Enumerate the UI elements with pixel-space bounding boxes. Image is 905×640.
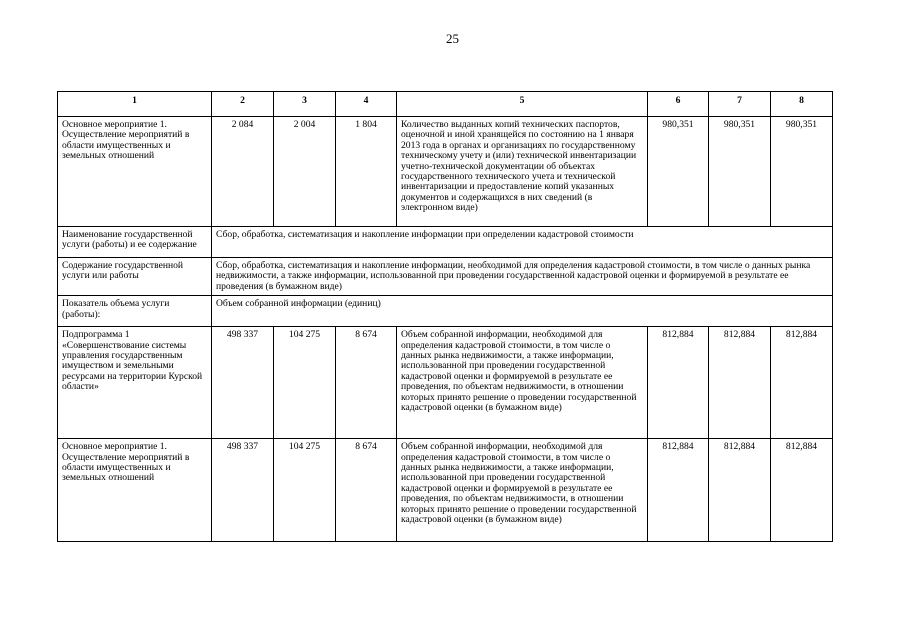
table-row (58, 117, 833, 227)
table-row (58, 258, 833, 296)
header-cell: 4 (336, 92, 397, 117)
row-value: Объем собранной информации (единиц) (212, 296, 833, 327)
value-cell: 2 004 (274, 117, 336, 227)
value-cell: 2 084 (212, 117, 274, 227)
page-number: 25 (446, 31, 459, 46)
header-row (58, 92, 833, 117)
value-cell: 980,351 (648, 117, 709, 227)
value-cell: 8 674 (336, 439, 397, 542)
value-cell: 812,884 (648, 327, 709, 439)
table-row (58, 227, 833, 258)
table-row (58, 439, 833, 542)
value-cell: 8 674 (336, 327, 397, 439)
indicator-description: Объем собранной информации, необходимой для определения кадастровой стоимости, в том числе о данных рынка недвижимости, а также информации, использованной при проведении государственной кадастровой оценки и формируемой в результате ее проведения, по объектам недвижимости, в отношении которых принято решение о проведении государственной кадастровой оценки (в бумажном виде) (397, 327, 648, 439)
indicator-description: Количество выданных копий технических паспортов, оценочной и иной хранящейся по состоянию на 1 января 2013 года в органах и организациях по государственному техническому учету и (или) технической инвентаризации учетно-технической документации об объектах государственного технического учета и технической инвентаризации и предоставление копий указанных документов и содержащихся в них сведений (в электронном виде) (397, 117, 648, 227)
header-cell: 1 (58, 92, 212, 117)
value-cell: 498 337 (212, 439, 274, 542)
header-cell: 6 (648, 92, 709, 117)
value-cell: 104 275 (274, 439, 336, 542)
activity-name: Основное мероприятие 1. Осуществление мероприятий в области имущественных и земельных отношений (58, 439, 212, 542)
row-value: Сбор, обработка, систематизация и накопление информации при определении кадастровой стоимости (212, 227, 833, 258)
state-task-table (57, 91, 833, 542)
value-cell: 812,884 (709, 439, 771, 542)
value-cell: 812,884 (709, 327, 771, 439)
value-cell: 812,884 (648, 439, 709, 542)
header-cell: 2 (212, 92, 274, 117)
header-cell: 8 (771, 92, 833, 117)
indicator-description: Объем собранной информации, необходимой для определения кадастровой стоимости, в том числе о данных рынка недвижимости, а также информации, использованной при проведении государственной кадастровой оценки и формируемой в результате ее проведения, по объектам недвижимости, в отношении которых принято решение о проведении государственной кадастровой оценки (в бумажном виде) (397, 439, 648, 542)
table-row (58, 296, 833, 327)
value-cell: 980,351 (771, 117, 833, 227)
row-value: Сбор, обработка, систематизация и накопление информации, необходимой для определения кадастровой стоимости, в том числе о данных рынка недвижимости, а также информации, использованной при проведении государственной кадастровой оценки и формируемой в результате ее проведения (в бумажном виде) (212, 258, 833, 296)
header-cell: 5 (397, 92, 648, 117)
value-cell: 980,351 (709, 117, 771, 227)
value-cell: 812,884 (771, 439, 833, 542)
activity-name: Основное мероприятие 1. Осуществление мероприятий в области имущественных и земельных отношений (58, 117, 212, 227)
value-cell: 104 275 (274, 327, 336, 439)
value-cell: 1 804 (336, 117, 397, 227)
subprogram-name: Подпрограмма 1 «Совершенствование системы управления государственным имуществом и земельными ресурсами на территории Курской области» (58, 327, 212, 439)
value-cell: 812,884 (771, 327, 833, 439)
row-label: Содержание государственной услуги или работы (58, 258, 212, 296)
header-cell: 7 (709, 92, 771, 117)
value-cell: 498 337 (212, 327, 274, 439)
table-row (58, 327, 833, 439)
header-cell: 3 (274, 92, 336, 117)
row-label: Показатель объема услуги (работы): (58, 296, 212, 327)
row-label: Наименование государственной услуги (работы) и ее содержание (58, 227, 212, 258)
